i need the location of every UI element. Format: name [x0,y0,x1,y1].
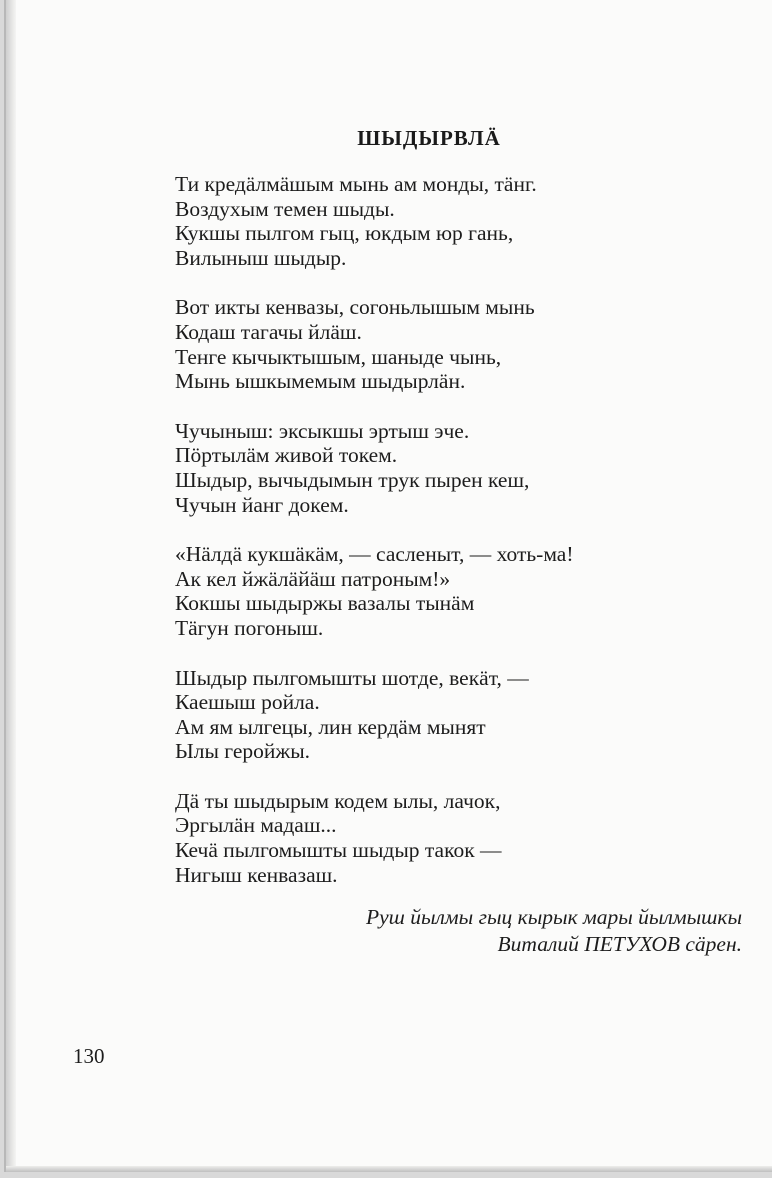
stanza-4 [175,542,695,640]
poem-line: Вот икты кенвазы, согоньлышым мынь [175,295,535,320]
poem-line: Дä ты шыдырым кодем ылы, лачок, [175,788,501,813]
poem-line: Ам ям ылгецы, лин кердäм мынят [175,714,486,739]
book-page [4,0,772,1172]
poem-line: Эргылäн мадаш... [175,813,337,838]
page-spine-shadow [6,0,16,1172]
poem-line: Кокшы шыдыржы вазалы тынäм [175,591,475,616]
poem-line: Ылы геройжы. [175,739,311,764]
poem-line: Тенге кычыктышым, шаныде чынь, [175,344,502,369]
poem-line: Мынь ышкымемым шыдырлäн. [175,369,466,394]
poem-line: Каешыш ройла. [175,690,320,715]
poem-line: Воздухым темен шыды. [175,196,395,221]
credit-line-1: Руш йылмы гыц кырык мары йылмышкы [365,905,742,929]
stanza-5 [175,666,695,764]
poem-line: Кечä пылгомышты шыдыр такок — [175,838,502,863]
page-bottom-edge [6,1166,772,1172]
poem-line: «Нäлдä кукшäкäм, — сасленыт, — хоть-ма! [175,542,574,567]
poem-line: Шыдыр, вычыдымын трук пырен кеш, [175,467,530,492]
translation-credit [366,904,742,958]
poem-body [175,172,695,912]
stanza-2 [175,295,695,393]
poem-line: Чучын йанг докем. [175,492,349,517]
credit-line-2: Виталий ПЕТУХОВ сäрен. [497,932,742,956]
poem-line: Чучыныш: эксыкшы эртыш эче. [175,418,470,443]
stanza-1 [175,172,695,270]
poem-line: Пöртылäм живой токем. [175,443,398,468]
poem-line: Вилыныш шыдыр. [175,245,347,270]
poem-line: Ти кредäлмäшым мынь ам монды, тäнг. [175,172,537,196]
page-number: 130 [73,1044,105,1068]
stanza-6 [175,789,695,887]
poem-line: Кодаш тагачы йлäш. [175,319,362,344]
poem-line: Ак кел йжäлäйäш патроным!» [175,566,451,591]
poem-line: Шыдыр пылгомышты шотде, векäт, — [175,665,529,690]
poem-line: Нигыш кенвазаш. [175,862,338,887]
poem-line: Кукшы пылгом гыц, юкдым юр гань, [175,221,514,246]
stanza-3 [175,419,695,517]
poem-line: Тäгун погоныш. [175,615,324,640]
poem-title: ШЫДЫРВЛÄ [357,126,501,150]
